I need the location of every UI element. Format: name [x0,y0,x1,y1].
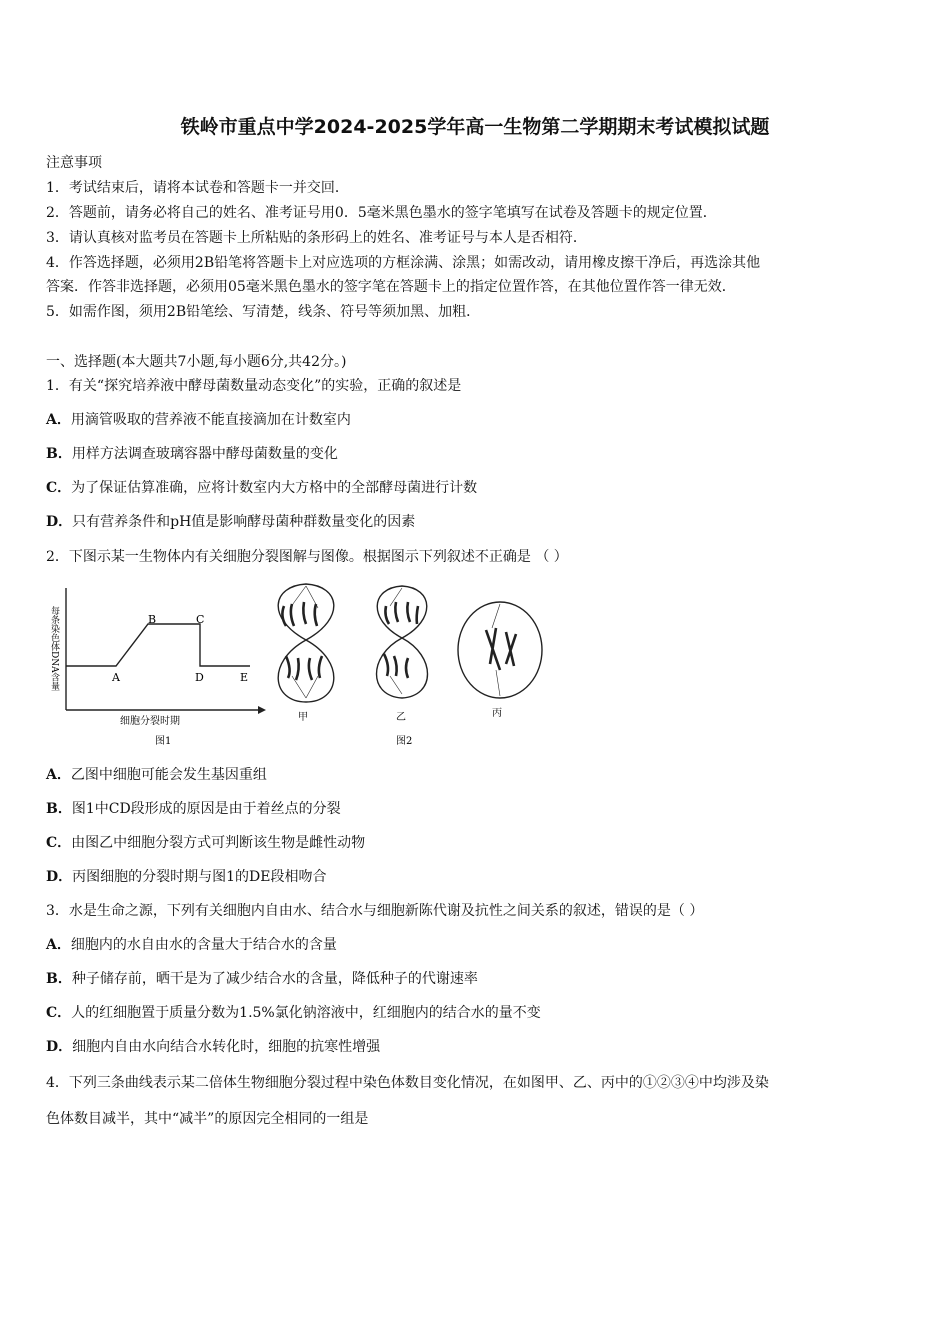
chromosome-pair [506,632,516,666]
section-heading: 一、选择题(本大题共7小题,每小题6分,共42分。) [46,354,347,370]
option-text: 细胞内自由水向结合水转化时，细胞的抗寒性增强 [72,1039,381,1055]
question-1-option-d [46,511,415,531]
question-4-stem-continued: 色体数目减半，其中“减半”的原因完全相同的一组是 [46,1111,369,1127]
y-axis-label: 每条染色体DNA含量 [49,606,59,691]
question-2-stem: 2．下图示某一生物体内有关细胞分裂图解与图像。根据图示下列叙述不正确是 （ ） [46,549,568,565]
question-1-option-a [46,409,351,429]
option-key: D． [46,869,73,885]
option-text: 丙图细胞的分裂时期与图1的DE段相吻合 [72,869,327,885]
question-2-option-b [46,798,341,818]
option-text: 为了保证估算准确，应将计数室内大方格中的全部酵母菌进行计数 [71,480,478,496]
cell-bing [458,602,542,698]
option-key: A． [46,412,71,428]
cell-bing-membrane [458,602,542,698]
x-axis-arrow [258,706,266,714]
question-3-option-c [46,1002,541,1022]
spindle-fiber [390,676,402,694]
question-3-option-d [46,1036,380,1056]
spindle-fiber [496,670,500,696]
option-key: A． [46,937,71,953]
chromosome-group-lower [286,656,322,680]
notice-item: 1．考试结束后，请将本试卷和答题卡一并交回． [46,180,349,196]
cell-division-figure [40,578,560,750]
spindle-fiber [292,676,306,698]
cell-yi-membrane [377,586,428,698]
notice-heading: 注意事项 [46,155,102,171]
cell-label-yi: 乙 [396,712,406,723]
question-3-option-b [46,968,478,988]
option-key: D． [46,1039,73,1055]
point-label-d: D [195,671,204,684]
dna-curve [66,624,250,666]
option-key: B． [46,446,72,462]
spindle-fiber [492,604,500,628]
question-1-option-c [46,477,477,497]
option-text: 只有营养条件和pH值是影响酵母菌种群数量变化的因素 [72,514,416,530]
notice-item: 3．请认真核对监考员在答题卡上所粘贴的条形码上的姓名、准考证号与本人是否相符． [46,230,587,246]
option-text: 种子储存前，晒干是为了减少结合水的含量，降低种子的代谢速率 [71,971,478,987]
cell-label-jia: 甲 [298,712,308,723]
figure-2-caption: 图2 [396,736,413,747]
question-2-option-a [46,764,267,784]
point-label-a: A [112,671,120,684]
option-key: C． [46,835,72,851]
x-axis-label: 细胞分裂时期 [120,716,180,727]
notice-item: 4．作答选择题，必须用2B铅笔将答题卡上对应选项的方框涂满、涂黑；如需改动，请用橡皮擦干净后，再选涂其他 [46,255,761,271]
option-key: D． [46,514,73,530]
question-2-option-c [46,832,365,852]
question-3-option-a [46,934,337,954]
cell-jia-membrane [278,584,334,702]
option-key: A． [46,767,71,783]
question-3-stem: 3．水是生命之源，下列有关细胞内自由水、结合水与细胞新陈代谢及抗性之间关系的叙述，错误的是（ ） [46,903,704,919]
spindle-fiber [306,586,318,608]
option-text: 乙图中细胞可能会发生基因重组 [70,767,267,783]
option-text: 用滴管吸取的营养液不能直接滴加在计数室内 [70,412,351,428]
option-key: C． [46,480,72,496]
question-2-option-d [46,866,327,886]
option-text: 用样方法调查玻璃容器中酵母菌数量的变化 [71,446,338,462]
option-text: 人的红细胞置于质量分数为1.5%氯化钠溶液中，红细胞内的结合水的量不变 [71,1005,541,1021]
notice-item: 答案．作答非选择题，必须用05毫米黑色墨水的签字笔在答题卡上的指定位置作答，在其他位置作答一律无效． [46,279,736,295]
point-label-b: B [148,613,157,626]
option-key: B． [46,971,72,987]
question-4-stem: 4．下列三条曲线表示某二倍体生物细胞分裂过程中染色体数目变化情况，在如图甲、乙、丙中的①②③④中均涉及染 [46,1075,769,1091]
option-text: 由图乙中细胞分裂方式可判断该生物是雌性动物 [71,835,366,851]
chromosome-pair [486,628,500,670]
point-label-e: E [240,671,249,684]
cell-jia [278,584,334,702]
option-text: 细胞内的水自由水的含量大于结合水的含量 [70,937,337,953]
figure-svg [40,578,560,750]
dna-content-graph [49,588,266,747]
question-1-option-b [46,443,338,463]
question-1-stem: 1．有关“探究培养液中酵母菌数量动态变化”的实验，正确的叙述是 [46,378,462,394]
chromosome-group-upper [282,602,317,626]
notice-item: 5．如需作图，须用2B铅笔绘、写清楚，线条、符号等须加黑、加粗． [46,304,481,320]
page-title: 铁岭市重点中学2024-2025学年高一生物第二学期期末考试模拟试题 [180,116,770,138]
point-label-c: C [196,613,205,626]
chromosome-group-lower [384,654,408,678]
cell-yi [377,586,428,698]
option-key: B． [46,801,72,817]
option-key: C． [46,1005,72,1021]
cell-label-bing: 丙 [492,708,502,719]
figure-1-caption: 图1 [155,736,172,747]
notice-item: 2．答题前，请务必将自己的姓名、准考证号用0．5毫米黑色墨水的签字笔填写在试卷及答题卡的规定位置． [46,205,717,221]
option-text: 图1中CD段形成的原因是由于着丝点的分裂 [71,801,341,817]
